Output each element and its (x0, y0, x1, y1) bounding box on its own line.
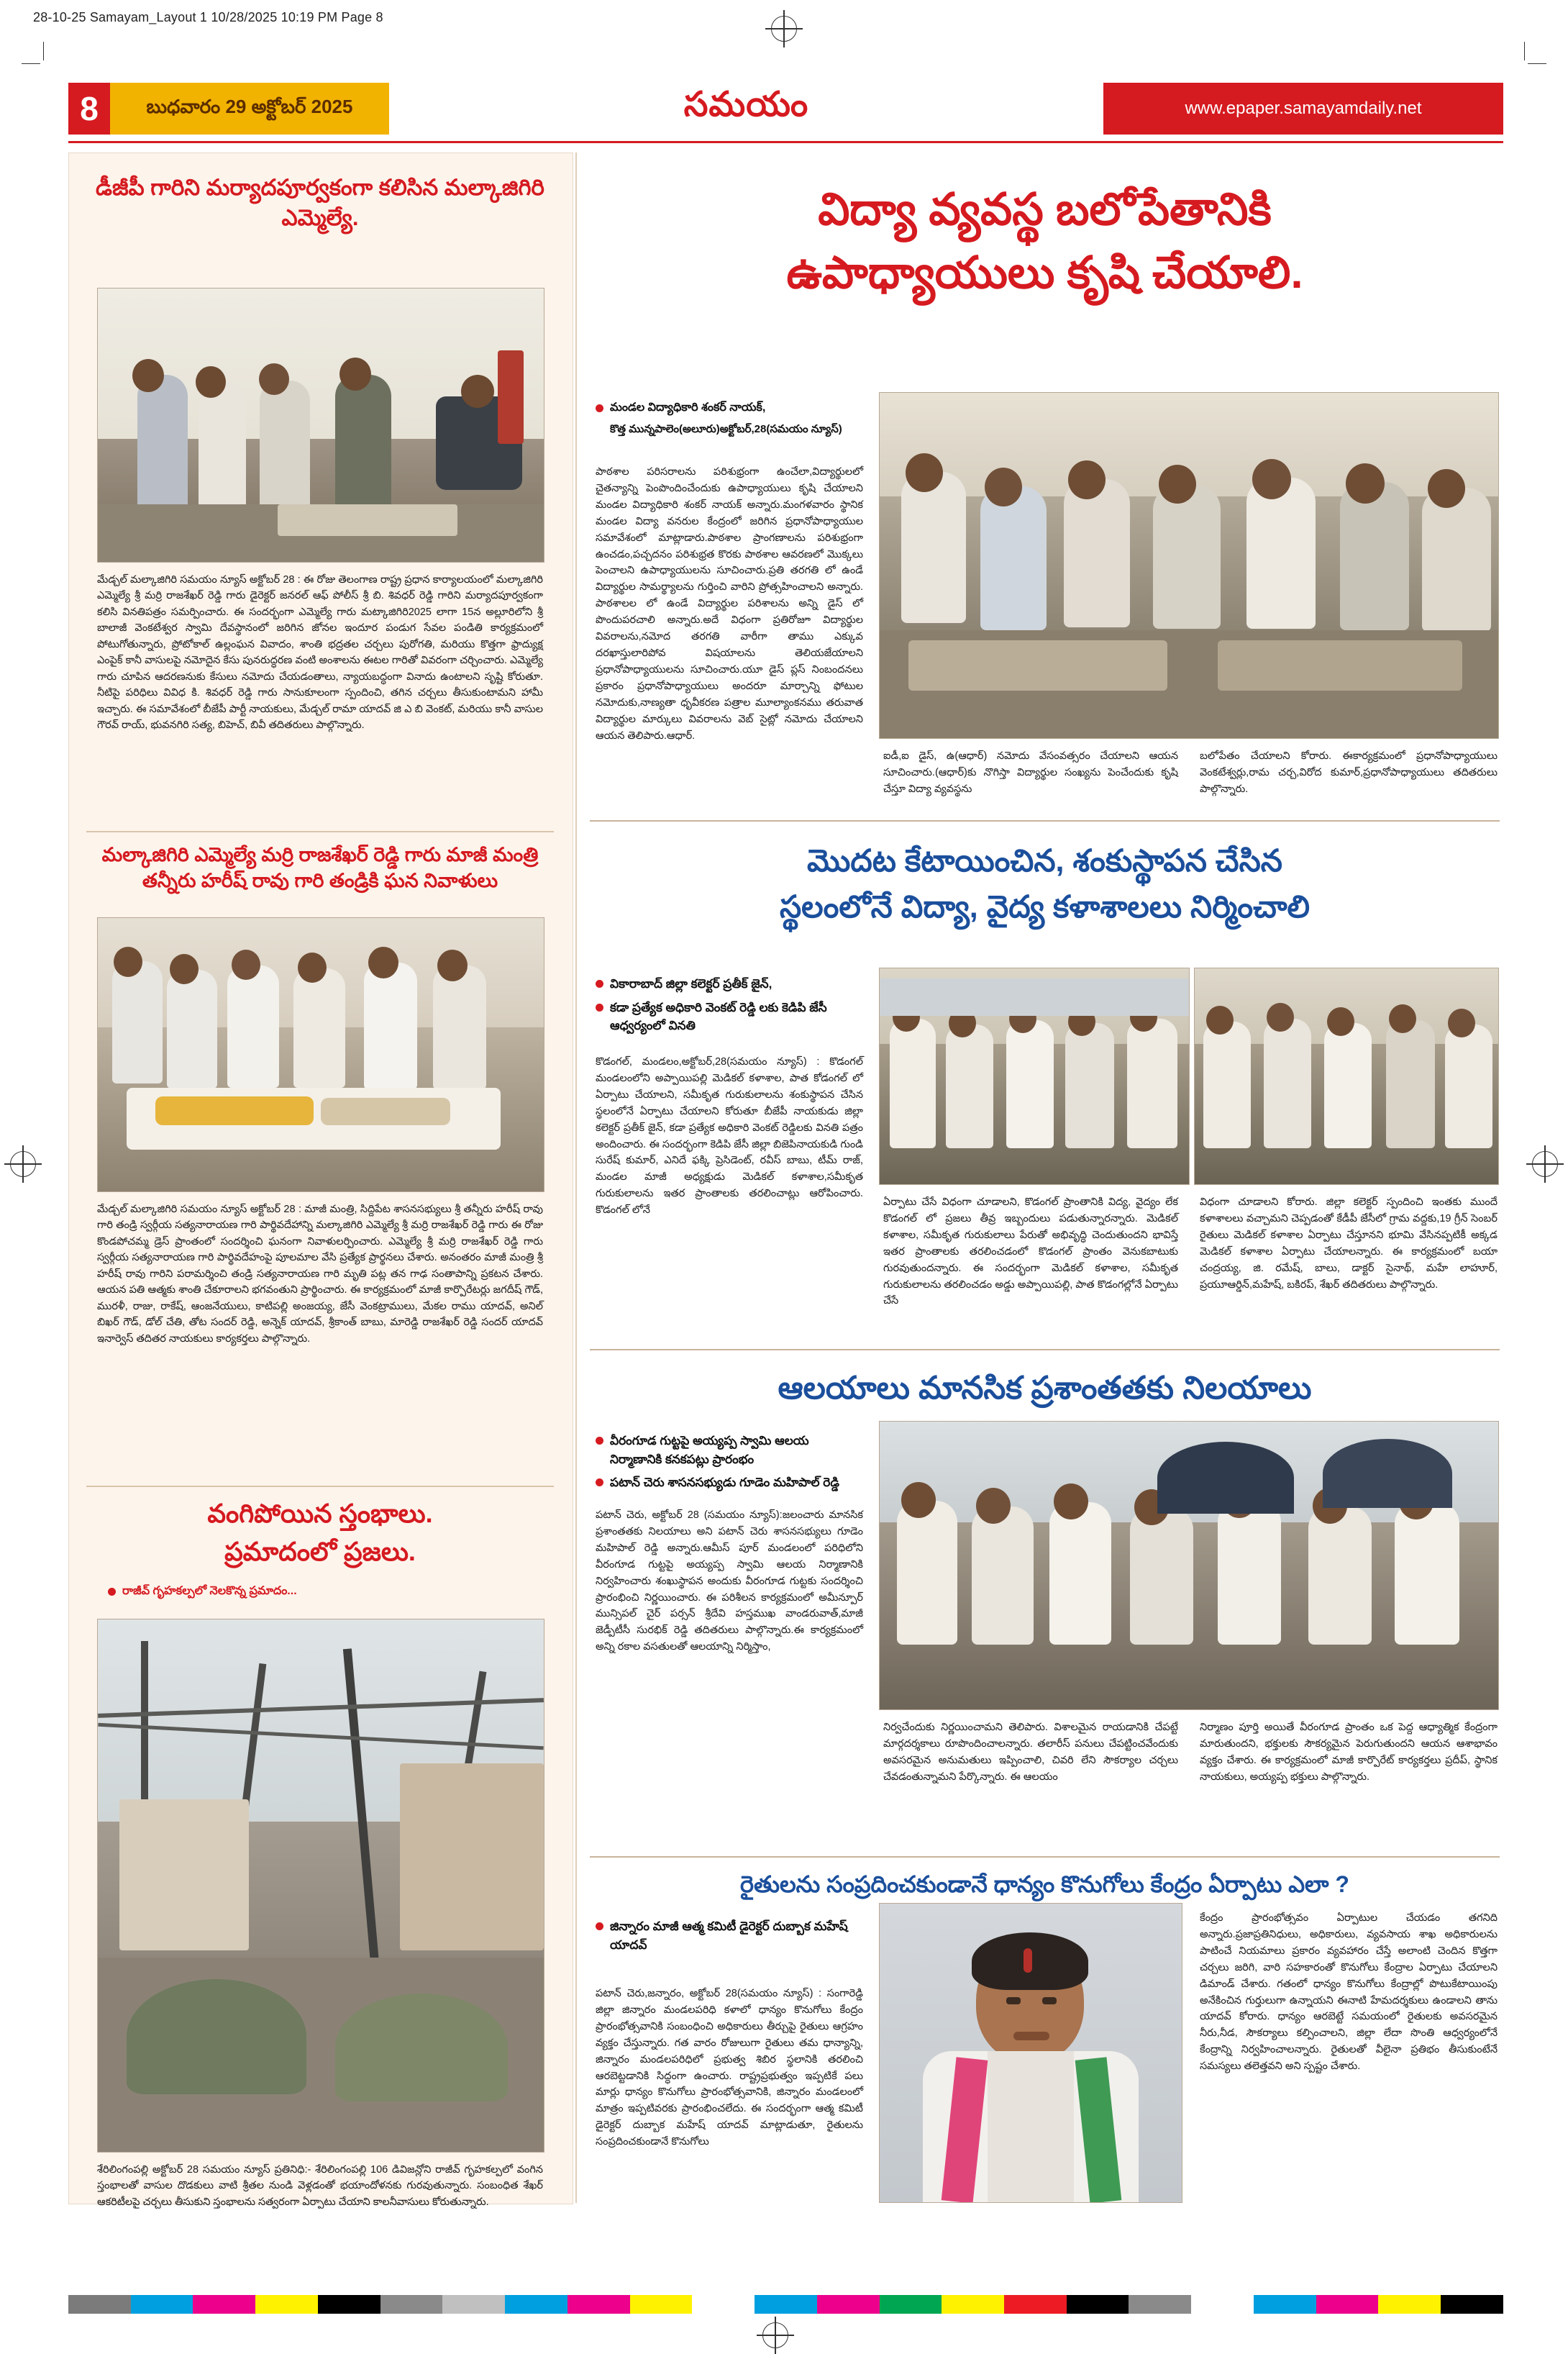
main-story2-headline-2: స్థలంలోనే విద్యా, వైద్య కళాశాలలు నిర్మించాలి (779, 890, 1311, 924)
epaper-url[interactable]: www.epaper.samayamdaily.net (1103, 83, 1503, 135)
bullet-label: వీరంగూడ గుట్టపై అయ్యప్ప స్వామి ఆలయ నిర్మాణానికి కనకపట్లు ప్రారంభం (610, 1434, 809, 1466)
crop-mark-tr-h (1528, 63, 1546, 64)
registration-mark-left (10, 1151, 36, 1177)
left-divider-2 (86, 1486, 554, 1487)
bullet-item (596, 422, 863, 438)
left-story3-headline-2: ప్రమాదంలో ప్రజలు. (224, 1537, 416, 1566)
main-story3-photo (879, 1421, 1499, 1710)
left-story3-photo (97, 1619, 544, 2153)
main-story2-col1: కొడంగల్, మండలం,అక్టోబర్,28(సమయం న్యూస్) : కొడంగల్ మండలంలోని అప్పాయిపల్లి మెడికల్ కళాశాల, పాత కోడంగల్ లో ఏర్పాటు చేయాలని, సమీకృత గురుకులాలను శంకుస్థాపన చేసిన స్థలంలోనే ఏర్పాటు చేయాలని కోరుతూ బీజేపీ నాయకుడు జిల్లా కలెక్టర్ ప్రతీక్ జైన్, కడా ప్రత్యేక అధికారి వెంకట్ రెడ్డిలకు వినతి పత్రం అందించారు. ఈ సందర్భంగా కెడిపి జేసీ జిల్లా బిజెపినాయకుడి గుండి సురేష్ కుమార్, ఎనిదే ఫక్కి ప్రెసిడెంట్, రవీస్ బాబు, టీమ్ రాజ్, మండల మాజీ అధ్యక్షుడు మెడికల్ కళాశాల,సమీకృత గురుకులాలను ఇతర ప్రాంతాలకు తరలించాట్లు ఆరోపించారు. కొడంగల్ లోనే (596, 1056, 863, 1217)
registration-mark-bottom (762, 2322, 788, 2348)
bullet-dot-icon (596, 1478, 603, 1486)
masthead-rule (68, 141, 1503, 143)
left-story2-body: మేడ్చల్ మల్కాజిగిరి సమయం న్యూస్ అక్టోబర్ 28 : మాజీ మంత్రి, సిద్దిపేట శాసనసభ్యులు శ్రీ తన్నీరు హరీష్ రావు గారి తండ్రి స్వర్గీయ సత్యనారాయణ గారి పార్థివదేహాన్ని మల్కాజిగిరి ఎమ్మెల్యే శ్రీ మర్రి రాజశేఖర్ రెడ్డి గారు ఈ రోజు కొండపోచమ్మ డ్రెస్ ప్రాంతంలో సందర్శించి ఘనంగా నివాళులర్పించారు. ఎమ్మెల్యే శ్రీ మర్రి రాజశేఖర్ రెడ్డి గారు స్వర్గీయ సత్యనారాయణ గారి పార్థివదేహంపై పూలమాల వేసి ప్రత్యేక ప్రార్థనలు చేశారు. అనంతరం మాజీ మంత్రి శ్రీ హరీష్ రావు గారిని పరామర్శించి తండ్రి సత్యనారాయణ గారి మృతి పట్ల తన గాఢ సంతాపాన్ని ప్రకటన చేశారు. ఆయన పతి ఆత్మకు శాంతి చేకూరాలని భగవంతుని ప్రార్థించారు. ఈ కార్యక్రమంలో మాజీ కార్పొరేటర్లు జగదీష్ గౌడ్, మురళీ, రాజు, రాకేష్, ఆంజనేయులు, కాటిపల్లి అంజయ్య, జేసీ వెంకట్రాములు, మేకల రాము యాదవ్, అనిల్ బిఖర్ గౌడ్, డోల్ చేతి, తోట సందర్ రెడ్డి, అన్నెక్ యాదవ్, శ్రీకాంత్ బాబు, మారెడ్డి రాజశేఖర్ రెడ్డి సందర్ యాదవ్ ఇనార్వెస్ తదితర నాయకులు కార్యకర్తలు పాల్గొన్నారు. (97, 1204, 543, 1345)
left-story3-bullets (108, 1583, 532, 1605)
main-story2-bullets (596, 975, 863, 1040)
main-story4-col1: పటాన్ చెరు,జన్నారం, అక్టోబర్ 28(సమయం న్యూస్) : సంగారెడ్డి జిల్లా జిన్నారం మండలపరిధి కళాలో ధాన్యం కొనుగోలు కేంద్రం ప్రారంభోత్సవానికి సంబంధించి అధికారులు తీర్చుపై రైతులు ఆగ్రహం వ్యక్తం చేస్తున్నారు. గత వారం రోజులుగా రైతులు తమ ధాన్యాన్ని, జిన్నారం మండలపరిధిలో ప్రభుత్వ శిబిర స్థలానికి తరలించి ఆరబెట్టడానికి సిద్ధంగా ఉంచారు. రాష్ట్రప్రభుత్వం ఇప్పటికే పలు మార్లు ధాన్యం కొనుగోలు ప్రారంభోత్సవానికి, జిన్నారం మండలంలో మాత్రం ఇప్పటివరకు ప్రారంభించలేదు. ఈ సందర్భంగా ఆత్మ కమిటీ డైరెక్టర్ దుబ్బాక మహేష్ యాదవ్ మాట్లాడుతూ, రైతులను సంప్రదించకుండానే కొనుగోలు (596, 1988, 863, 2148)
masthead (68, 83, 1503, 135)
main-story1-headline-1: విద్యా వ్యవస్థ బలోపేతానికి (818, 185, 1272, 235)
bullet-item (596, 999, 863, 1035)
bullet-label: పటాన్ చెరు శాసనసభ్యుడు గూడెం మహిపాల్ రెడ్డి (610, 1476, 839, 1489)
main-story1-col3: బలోపేతం చేయాలని కోరారు. ఈకార్యక్రమంలో ప్రధానోపాధ్యాయులు వెంకటేశ్వర్లు,రామ చర్చ,విరోద కుమార్,ప్రధానోపాధ్యాయులు తదితరులు పాల్గొన్నారు. (1200, 750, 1498, 795)
main-story2-headline-1: మొదట కేటాయించిన, శంకుస్థాపన చేసిన (807, 844, 1282, 878)
main-divider-2 (590, 1349, 1500, 1350)
left-story1-photo (97, 288, 544, 563)
left-story2-photo (97, 917, 544, 1192)
bullet-item (596, 1473, 863, 1492)
main-story1-headline-2: ఉపాధ్యాయులు కృషి చేయాలి. (786, 248, 1303, 298)
main-story3-col3: నిర్మాణం పూర్తి అయితే వీరంగూడ ప్రాంతం ఒక పెద్ద ఆధ్యాత్మిక కేంద్రంగా మారుతుందని, భక్తులకు సౌకర్యమైన పెరుగుతుందని ఆయన ఆశాభావం వ్యక్తం చేశారు. ఈ కార్యక్రమంలో మాజీ కార్పొరేట్ కార్యకర్తలు ప్రదీప్, స్థానిక నాయకులు, అయ్యప్ప భక్తులు పాల్గొన్నారు. (1200, 1722, 1498, 1783)
left-story3-caption: శేరిలింగంపల్లి అక్టోబర్ 28 సమయం న్యూస్ ప్రతినిధి:- శేరిలింగంపల్లి 106 డివిజన్లోని రాజీవ్ గృహకల్పలో వంగిన స్తంభాలతో వాసుల దొడకులు వాటి శ్రీతల నుండి వెళ్లడంతో భయాందోళనకు గురవుతున్నారు. సంబంధిత శేఖర్ ఆకరిటీలపై చర్చలు తీసుకుని స్తంభాలను సత్వరంగా ఏర్పాటు చేయాని కాలనీవాసులు కోరుతున్నారు. (97, 2164, 543, 2208)
bullet-dot-icon (596, 1922, 603, 1930)
masthead-center (389, 83, 1103, 135)
main-story4-col2: కేంద్రం ప్రారంభోత్సవం ఏర్పాటుల చేయడం తగనిది అన్నారు.ప్రజాప్రతినిధులు, అధికారులు, వ్యవసాయ శాఖ అధికారులను పాటించే నియమాలు ప్రకారం వ్యవహారం చేస్తే అలాంటి చెందిన కొత్తగా చర్చలు జరిగి, వారి సహకారంతో కొనుగోలు కేంద్రాల ఏర్పాటు చేయాలని డిమాండ్ చేశారు. గతంలో ధాన్యం కొనుగోలు కేంద్రాల్లో పొటుకేటాయింపు అనేకించిన గుర్తులుగా ఉన్నాయని ఈనాటి హేమదర్శకులు ఉండాలని తాను యాదవ్ కోరారు. ధాన్యం ఆరబెట్టే సమయంలో రైతులకు అవసరమైన నీరు,నీడ, సౌకర్యాలు కల్పించాలని, జిల్లా లేదా సొంతి ఆధ్వర్యంలోనే కేంద్రాన్ని నిర్వహించాలన్నారు. రైతులతో వీలైనా ప్రతిభం తీసుకుంటేనే సమస్యలు తలెత్తవని అని స్పష్టం చేశారు. (1200, 1912, 1498, 2073)
bullet-item (596, 1917, 863, 1954)
main-story4-bullets (596, 1917, 863, 1959)
crop-mark-tl-h (22, 63, 40, 64)
left-divider-1 (86, 831, 554, 832)
crop-mark-tl-v (43, 42, 44, 60)
column-rule (575, 153, 577, 2203)
main-story1-col2: ఐడీ,ఐ డైస్, ఉ(ఆధార్) నమోదు వేసంవత్సరం చేయాలని ఆయన సూచించారు.(ఆధార్)కు నొగిస్తా విద్యార్థుల సంఖ్యను పెంచేందుకు కృషి చేస్తూ విద్యా వ్యవస్థను (883, 750, 1178, 795)
main-story1-bullets (596, 399, 863, 443)
bullet-item (596, 399, 863, 417)
main-story4-headline: రైతులను సంప్రదించకుండానే ధాన్యం కొనుగోలు కేంద్రం ఏర్పాటు ఎలా ? (740, 1871, 1349, 1897)
main-story2-photo-right (1194, 968, 1499, 1185)
page-number: 8 (68, 83, 110, 135)
main-story2-col3: విధంగా చూడాలని కోరారు. జిల్లా కలెక్టర్ స్పందించి ఇంతకు ముందే కళాశాలలు వచ్చామని చెప్పడంతో కేడీపీ జేసీలో గ్రామ వద్దకు,19 గ్రీన్ సెంబర్ రైతులు మెడికల్ కళాశాల ఏర్పాటు చేస్తూనని భూమి వేసినప్పటికీ అక్కడ మెడికల్ కళాశాల ఏర్పాటు చేయాలన్నారు. ఈ కార్యక్రమంలో బయా చంద్రయ్య, జి. రమేష్, బాలు, డాక్టర్ సైనాథ్, మహే లాహూర్, ప్రయూఆర్డిన్,మహేష్, బకిరప్, శేఖర్ తదితరులు పాల్గొన్నారు. (1200, 1196, 1498, 1291)
bullet-dot-icon (596, 1437, 603, 1445)
main-story3-col2: నిర్వచేందుకు నిర్ణయించామని తెలిపారు. విశాలమైన రాయడానికి చేపట్టే మార్గదర్శకాలు రూపొందించాలన్నారు. తలారీస్ పనులు చేపట్టించవేందుకు అవసరమైన అనుమతులు ఇప్పించాలి, చివరి లేని సౌకర్యాల చర్చలు చేవడంతున్నామని పేర్కొన్నారు. ఈ ఆలయం (883, 1722, 1178, 1783)
bullet-label: కడా ప్రత్యేక అధికారి వెంకట్ రెడ్డి లకు కెడిపి జేసీ ఆధ్వర్యంలో వినతి (610, 1000, 827, 1032)
bullet-dot-icon (108, 1588, 116, 1596)
bullet-dot-icon (596, 404, 603, 412)
crop-mark-tr-v (1524, 42, 1525, 60)
issue-date: బుధవారం 29 అక్టోబర్ 2025 (110, 83, 389, 135)
main-divider-3 (590, 1856, 1500, 1858)
registration-mark-right (1532, 1151, 1558, 1177)
bullet-dot-icon (596, 1004, 603, 1012)
main-story3-headline: ఆలయాలు మానసిక ప్రశాంతతకు నిలయాలు (778, 1371, 1312, 1406)
main-story2-photo-left (879, 968, 1190, 1185)
bullet-label: కొత్త మున్నపాలెం(అలూరు)అక్టోబర్,28(సమయం న్యూస్) (610, 423, 842, 435)
bullet-label: మండల విద్యాధికారి శంకర్ నాయక్, (610, 401, 766, 414)
main-story3-bullets (596, 1432, 863, 1497)
bullet-label: జిన్నారం మాజీ ఆత్మ కమిటీ డైరెక్టర్ దుబ్బాక మహేష్ యాదవ్ (610, 1919, 848, 1952)
left-story1-headline: డీజీపీ గారిని మర్యాదపూర్వకంగా కలిసిన మల్కాజిగిరి ఎమ్మెల్యే. (96, 175, 544, 230)
bullet-item (108, 1583, 532, 1600)
main-story2-col2: ఏర్పాటు చేసే విధంగా చూడాలని, కొడంగల్ ప్రాంతానికి విద్య, వైద్యం లేక కొడంగల్ లో ప్రజలు తీవ్ర ఇబ్బందులు పడుతున్నారన్నారు. మెడికల్ కళాశాల, సమీకృత గురుకులాలు పేరుతో అభివృద్ధి చెందుతుందని భావిస్తే ఇతర ప్రాంతాలకు తరలించడంలో కొడంగల్ ప్రాంతం వెనుకబాటుకు గురవుతుందన్నారు. ఈ సందర్భంగా మెడికల్ కళాశాల, సమీకృత గురుకులాలను తరలించడం అడ్డు అప్పాయిపల్లి, పాత కొడంగల్లోనే ఏర్పాటు చేసే (883, 1196, 1178, 1307)
left-story1-body: మేడ్చల్ మల్కాజిగిరి సమయం న్యూస్ అక్టోబర్ 28 : ఈ రోజు తెలంగాణ రాష్ట్ర ప్రధాన కార్యాలయంలో మల్కాజిగిరి ఎమ్మెల్యే శ్రీ మర్రి రాజశేఖర్ రెడ్డి గారు డైరెక్టర్ జనరల్ ఆఫ్ పోలీస్ శ్రీ బి. శివధర్ రెడ్డి గారిని మర్యాదపూర్వకంగా కలిసి వినతిపత్రం సమర్పించారు. ఈ సందర్భంగా ఎమ్మెల్యే గారు మట్కాజిగిరి2025 లాగా 15న అల్లూరిలోని శ్రీ బాలాజీ వెంకటేశ్వర స్వామి దేవస్థానంలో జరిగిన జోనల ఇందూర పండుగ సేవల పండితి కార్యక్రమంలో పోటుగోతున్నారు, ప్రోటోకాల్ ఉల్లంఘన వివాదం, శాంతి భద్రతల చర్చలు పురోగతి, మరియు కొత్తగా ఫ్రాద్యుక్ష ఎంపైక్ కానీ వాసులపై నమోదైన కేసు పునరుద్ధరణ వంటి అంశాలను ఈటల గారితో వివరంగా చర్చించారు. ఎమ్మెల్యే గారు చూపిన ఆదరణనుకు కేసులు నమోదు చేయడంతాలు, న్యాయబద్ధంగా వినాదు ఉంటాలని సృష్టి కోరుతూ. నీటిపై పరిధిలు వివిధ కి. శివధర్ రెడ్డి గారు సానుకూలంగా స్పందించి, తగిన చర్చలు తీసుకుంటామని హామీ ఇచ్చారు. ఈ సమావేశంలో బీజేపీ పార్టీ నాయకులు, మేడ్చల్ రామా యాదవ్ జి ఎ బి వెంకట్, మరియు కానీ వాసుల గౌరవ్ రాయ్, భువనగిరి సత్య, బిహెచ్, బివీ తదితరులు పాల్గొన్నారు. (97, 574, 543, 732)
main-story1-photo (879, 392, 1499, 739)
paper-title: సమయం (683, 85, 809, 124)
main-story1-col1: పాఠశాల పరిసరాలను పరిశుభ్రంగా ఉంచేలా,విద్యార్థులలో చైతన్యాన్ని పెంపొందించేందుకు ఉపాధ్యాయులు కృషి చేయాలని మండల విద్యాధికారి శంకర్ నాయక్ అన్నారు.మంగళవారం స్థానిక మండల విద్యా వనరుల కేంద్రంలో జరిగిన ప్రధానోపాధ్యాయుల సమావేశంలో మాట్లాడారు.పాఠశాల ప్రాంగణాలను పరిశుభ్రంగా ఉంచడం,పచ్చదనం పరిశుభ్రత కొరకు పాఠశాల ఆవరణలో మొక్కలు పెంచాలని ఉపాధ్యాయులను సూచించారు.ప్రతి తరగతి లో ఉండే విద్యార్థుల సామర్థ్యాలను గుర్తించి వారిని ప్రోత్సహించాలని అన్నారు. పాఠశాలల లో ఉండే విద్యార్థుల పరిశాలను అన్ని డైస్ లో పొందుపరచాలి అన్నారు.అదే విధంగా ప్రతిరోజూ విద్యార్థుల వివరాలను,నమోద తరగతి వారీగా తాము ఎక్కువ దరఖాస్తులారిపోవ విషయాలను తెలియజేయాలని ప్రధానోపాధ్యాయులను సూచించారు.యూ డైస్ ప్లస్ నింబందనలు ప్రకారం ప్రధానోపాధ్యాయులు అందరూ మార్చాన్ని ఫోటుల నమోదుకు,నాణ్యతా ధృవీకరణ పత్రాల మూల్యాంకనము తరువాత విద్యార్థుల మార్కులు వివరాలను వెబ్ సైట్లో నమోదు చేయాలని ఆయన తెలిపారు.ఆధార్. (596, 466, 863, 742)
bullet-item (596, 975, 863, 994)
bullet-item (596, 1432, 863, 1468)
bullet-label: వికారాబాద్ జిల్లా కలెక్టర్ ప్రతీక్ జైన్, (610, 977, 772, 991)
bullet-label: రాజీవ్ గృహకల్పలో నెలకొన్న ప్రమాదం... (122, 1585, 297, 1597)
registration-mark-top (771, 16, 797, 42)
left-story2-headline: మల్కాజిగిరి ఎమ్మెల్యే మర్రి రాజశేఖర్ రెడ్డి గారు మాజీ మంత్రి తన్నీరు హరీష్ రావు గారి తండ్రికి ఘన నివాళులు (101, 844, 539, 892)
slug-text: 28-10-25 Samayam_Layout 1 10/28/2025 10:19 PM Page 8 (33, 10, 383, 24)
main-story4-portrait (879, 1903, 1182, 2203)
main-story3-col1: పటాన్ చెరు, అక్టోబర్ 28 (సమయం న్యూస్):జలంచారు మానసిక ప్రశాంతతకు నిలయాలు అని పటాన్ చెరు శాసనసభ్యులు గూడెం మహిపాల్ రెడ్డి అన్నారు.ఆమీస్ పూర్ మండలంలో పరిధిలోని వీరంగూడ గుట్టపై అయ్యప్ప స్వామి ఆలయ నిర్మాణానికి నిర్వహించారు శంఖుస్థాపన అందుకు వీరంగూడ గుట్టకు సందర్శించి ప్రారంభించి నిర్ణయించారు. ఈ పరిశీలన కార్యక్రమంలో అమీన్పూర్ మున్సిపల్ చైర్ పర్సన్ శ్రీదేవి హస్తముఖ వాండరువాత్,మాజీ జెడ్పీటీసీ సురభిక్ రెడ్డి తదితరులు పాల్గొన్నారు.ఈ కార్యక్రమంలో అన్ని రకాల వసతులతో ఆలయాన్ని నిర్మిస్తాం, (596, 1509, 863, 1653)
print-color-bar (68, 2295, 1503, 2314)
bullet-dot-icon (596, 980, 603, 988)
left-story3-headline-1: వంగిపోయిన స్తంభాలు. (207, 1499, 433, 1528)
main-divider-1 (590, 820, 1500, 822)
